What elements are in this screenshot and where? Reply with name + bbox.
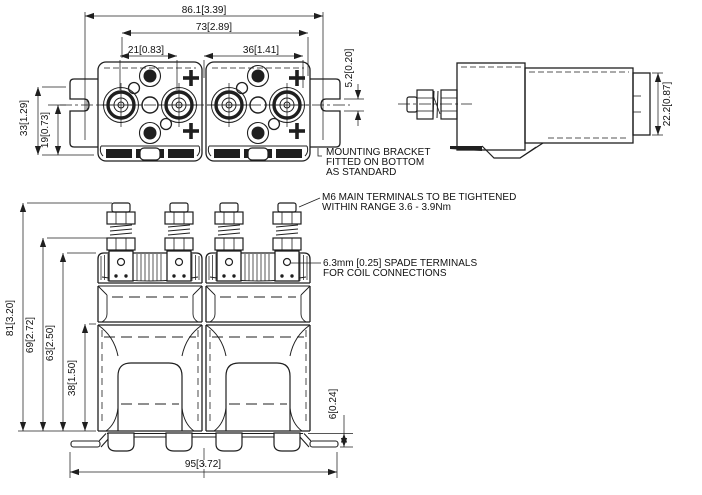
mounting-bracket-front [71, 433, 338, 478]
coil-bottom-bump [166, 433, 192, 451]
top-view [19, 5, 364, 161]
stud [273, 203, 301, 254]
m6-terminal-studs [107, 203, 301, 254]
dim-slot-width: 5.2[0.20] [344, 48, 355, 88]
dim-terminal-pitch: 21[0.83] [127, 45, 165, 56]
dim-height-nut: 69[2.72] [25, 316, 36, 354]
side-view-stud [407, 90, 457, 119]
dim-slot-depth: 19[0.73] [40, 111, 51, 149]
dim-height-lower: 38[1.50] [67, 359, 78, 397]
coil-bottom-bump [108, 433, 134, 451]
side-view-end-cap [633, 73, 650, 135]
dim-bracket-height: 6[0.24] [328, 388, 339, 420]
terminal-band [206, 251, 310, 286]
mounting-ear-left [70, 79, 98, 147]
note-mounting-bracket [318, 147, 430, 178]
polarity-plus-mark [289, 123, 305, 139]
terminal-band [98, 251, 202, 286]
dim-depth: 33[1.29] [19, 99, 30, 137]
spade-terminal-plate [167, 251, 191, 281]
note-spade-line2: FOR COIL CONNECTIONS [323, 268, 447, 279]
terminal [265, 83, 309, 127]
spade-terminal-plate [217, 251, 241, 281]
coil-bottom-bump [274, 433, 300, 451]
note-m6-line1: M6 MAIN TERMINALS TO BE TIGHTENED [322, 192, 517, 203]
terminal [99, 83, 143, 127]
stud [107, 203, 135, 254]
dim-height-overall: 81[3.20] [5, 299, 16, 337]
dim-height-body: 63[2.50] [45, 324, 56, 362]
annotations [291, 147, 516, 279]
side-view-body [450, 63, 650, 158]
dim-bracket-width: 95[3.72] [184, 459, 222, 470]
note-spade-terminals [291, 258, 477, 279]
mounting-ear-right [310, 79, 340, 147]
side-view-dimension [652, 73, 673, 135]
note-m6-terminals [299, 192, 516, 213]
lower-coil-section [98, 325, 310, 431]
note-spade-line1: 6.3mm [0.25] SPADE TERMINALS [323, 258, 478, 269]
terminal [157, 83, 201, 127]
polarity-plus-mark [183, 123, 199, 139]
polarity-plus-mark [183, 70, 199, 86]
polarity-plus-mark [289, 70, 305, 86]
dim-body-width: 73[2.89] [195, 22, 233, 33]
dim-unit-width: 36[1.41] [242, 45, 280, 56]
note-mounting-line2: FITTED ON BOTTOM [326, 157, 425, 168]
spade-terminal-plate [109, 251, 133, 281]
dim-end-height: 22.2[0.87] [662, 81, 673, 127]
coil-bottom-bump [216, 433, 242, 451]
note-mounting-line1: MOUNTING BRACKET [326, 147, 431, 158]
side-view [398, 63, 673, 158]
spade-strip-top-view [100, 146, 307, 160]
note-m6-line2: WITHIN RANGE 3.6 - 3.9Nm [322, 202, 451, 213]
stud [165, 203, 193, 254]
upper-coil-section [98, 286, 310, 325]
stud [215, 203, 243, 254]
spade-terminal-plate [275, 251, 299, 281]
note-mounting-line3: AS STANDARD [326, 167, 397, 178]
front-view [5, 203, 353, 478]
dim-overall-width: 86.1[3.39] [181, 5, 227, 16]
terminal [207, 83, 251, 127]
